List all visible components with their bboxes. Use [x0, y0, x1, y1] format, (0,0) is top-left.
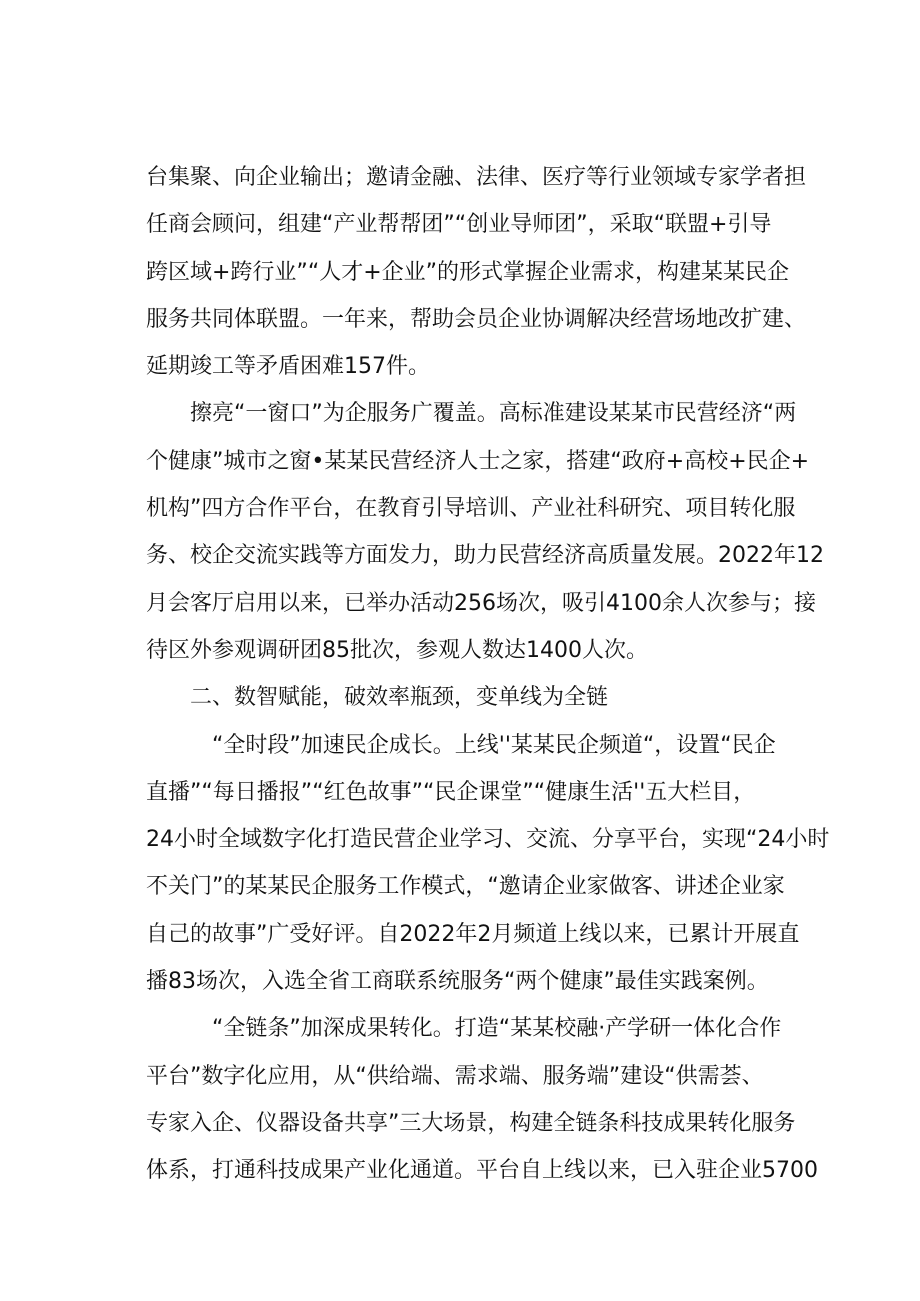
text-line-18: 播83场次，入选全省工商联系统服务“两个健康”最佳实践案例。: [146, 969, 769, 995]
text-line-2: 任商会顾问，组建“产业帮帮团”“创业导师团”，采取“联盟+引导: [146, 212, 772, 238]
text-line-4: 服务共同体联盟。一年来，帮助会员企业协调解决经营场地改扩建、: [146, 306, 807, 332]
text-line-3: 跨区域+跨行业”“人才+企业”的形式掌握企业需求，构建某某民企: [146, 259, 790, 285]
text-line-10: 月会客厅启用以来，已举办活动256场次，吸引4100余人次参与；接: [146, 590, 816, 616]
document-body: [146, 154, 830, 1195]
text-line-17: 自己的故事”广受好评。自2022年2月频道上线以来，已累计开展直: [146, 921, 800, 947]
text-line-13: “全时段”加速民企成长。上线''某某民企频道“，设置“民企: [146, 732, 776, 758]
text-line-19: “全链条”加深成果转化。打造“某某校融·产学研一体化合作: [146, 1016, 782, 1042]
text-line-14: 直播”“每日播报”“红色故事”“民企课堂”“健康生活''五大栏目，: [146, 779, 756, 805]
text-line-5: 延期竣工等矛盾困难157件。: [146, 354, 430, 380]
text-line-21: 专家入企、仪器设备共享”三大场景，构建全链条科技成果转化服务: [146, 1110, 796, 1136]
text-line-22: 体系，打通科技成果产业化通道。平台自上线以来，已入驻企业5700: [146, 1158, 818, 1184]
text-line-6: 擦亮“一窗口”为企服务广覆盖。高标准建设某某市民营经济“两: [146, 401, 797, 427]
text-line-8: 机构”四方合作平台，在教育引导培训、产业社科研究、项目转化服: [146, 496, 796, 522]
text-line-16: 不关门”的某某民企服务工作模式，“邀请企业家做客、讲述企业家: [146, 874, 785, 900]
text-line-1: 台集聚、向企业输出；邀请金融、法律、医疗等行业领域专家学者担: [146, 165, 807, 190]
text-line-9: 务、校企交流实践等方面发力，助力民营经济高质量发展。2022年12: [146, 543, 824, 569]
text-line-20: 平台”数字化应用，从“供给端、需求端、服务端”建设“供需荟、: [146, 1063, 764, 1089]
section-heading: 二、数智赋能，破效率瓶颈，变单线为全链: [146, 685, 609, 711]
text-line-15: 24小时全域数字化打造民营企业学习、交流、分享平台，实现“24小时: [146, 827, 830, 853]
text-line-11: 待区外参观调研团85批次，参观人数达1400人次。: [146, 637, 648, 663]
text-line-7: 个健康”城市之窗•某某民营经济人士之家，搭建“政府+高校+民企+: [146, 448, 810, 474]
